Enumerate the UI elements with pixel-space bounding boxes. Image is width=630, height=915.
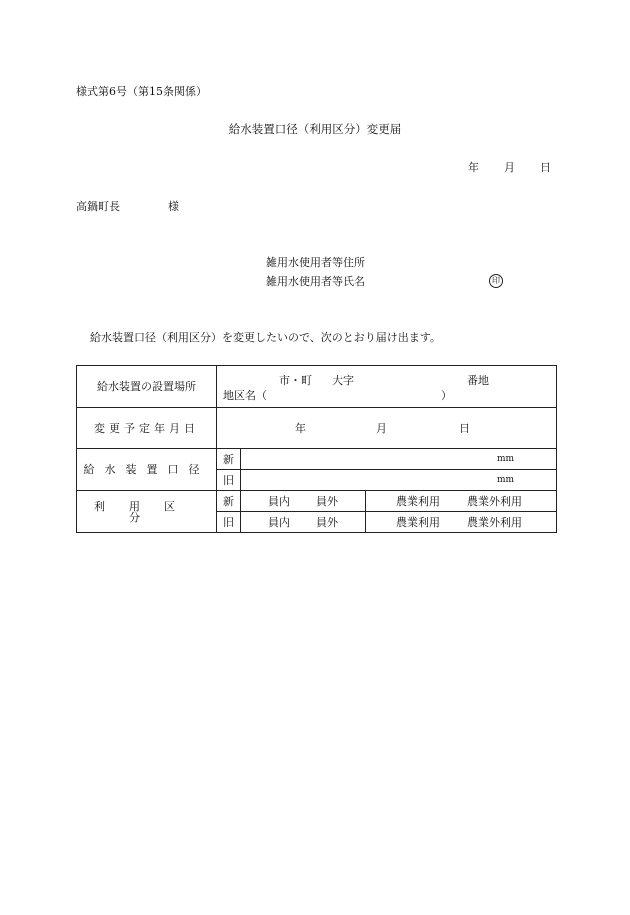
diameter-new-field[interactable] bbox=[241, 449, 557, 470]
intro-text: 給水装置口径（利用区分）を変更したいので、次のとおり届け出ます。 bbox=[90, 331, 441, 344]
usage-old-purpose[interactable] bbox=[366, 512, 557, 533]
addressee-name: 高鍋町長 bbox=[76, 200, 120, 213]
location-label: 給水装置の設置場所 bbox=[77, 366, 217, 408]
form-number: 様式第6号（第15条関係） bbox=[76, 85, 207, 98]
diameter-old-label: 旧 bbox=[217, 470, 241, 491]
usage-old-label: 旧 bbox=[217, 512, 241, 533]
addressee-honorific: 様 bbox=[168, 200, 179, 213]
schedule-field[interactable] bbox=[217, 408, 557, 449]
usage-old-non-agri[interactable]: 農業外利用 bbox=[467, 516, 522, 529]
diameter-old-unit: mm bbox=[496, 475, 515, 485]
usage-old-member-out[interactable]: 員外 bbox=[316, 516, 338, 529]
usage-new-non-agri[interactable]: 農業外利用 bbox=[467, 495, 522, 508]
applicant-address-label: 雑用水使用者等住所 bbox=[266, 256, 365, 269]
diameter-new-label: 新 bbox=[217, 449, 241, 470]
table-row-diameter-new bbox=[77, 449, 557, 470]
table-row-usage-new bbox=[77, 491, 557, 512]
usage-old-agri[interactable]: 農業利用 bbox=[396, 516, 440, 529]
table-row-location bbox=[77, 366, 557, 408]
seal-icon: 印 bbox=[489, 274, 503, 288]
date-day: 日 bbox=[540, 161, 551, 174]
diameter-label: 給水装置口径 bbox=[77, 449, 217, 491]
usage-new-agri[interactable]: 農業利用 bbox=[396, 495, 440, 508]
location-city: 市・町 bbox=[279, 374, 312, 387]
location-oaza: 大字 bbox=[332, 374, 354, 387]
usage-new-member-out[interactable]: 員外 bbox=[316, 495, 338, 508]
diameter-old-field[interactable] bbox=[241, 470, 557, 491]
application-table bbox=[76, 365, 557, 533]
applicant-name-label: 雑用水使用者等氏名 bbox=[266, 275, 365, 288]
usage-label: 利用区分 bbox=[77, 491, 217, 533]
document-title: 給水装置口径（利用区分）変更届 bbox=[228, 122, 402, 136]
usage-new-member-in[interactable]: 員内 bbox=[268, 495, 290, 508]
usage-old-member-in[interactable]: 員内 bbox=[268, 516, 290, 529]
location-district: 地区名（ bbox=[223, 389, 267, 402]
table-row-schedule bbox=[77, 408, 557, 449]
usage-old-membership[interactable] bbox=[241, 512, 366, 533]
schedule-day: 日 bbox=[459, 422, 470, 435]
location-field[interactable] bbox=[217, 366, 557, 408]
addressee bbox=[76, 201, 179, 212]
schedule-year: 年 bbox=[295, 422, 306, 435]
location-district-close: ） bbox=[441, 389, 452, 402]
schedule-month: 月 bbox=[376, 422, 387, 435]
date-month: 月 bbox=[504, 161, 515, 174]
date-year: 年 bbox=[468, 161, 479, 174]
diameter-new-unit: mm bbox=[496, 454, 515, 464]
usage-new-label: 新 bbox=[217, 491, 241, 512]
schedule-label: 変更予定年月日 bbox=[77, 408, 217, 449]
location-banchi: 番地 bbox=[467, 374, 489, 387]
usage-new-membership[interactable] bbox=[241, 491, 366, 512]
usage-new-purpose[interactable] bbox=[366, 491, 557, 512]
